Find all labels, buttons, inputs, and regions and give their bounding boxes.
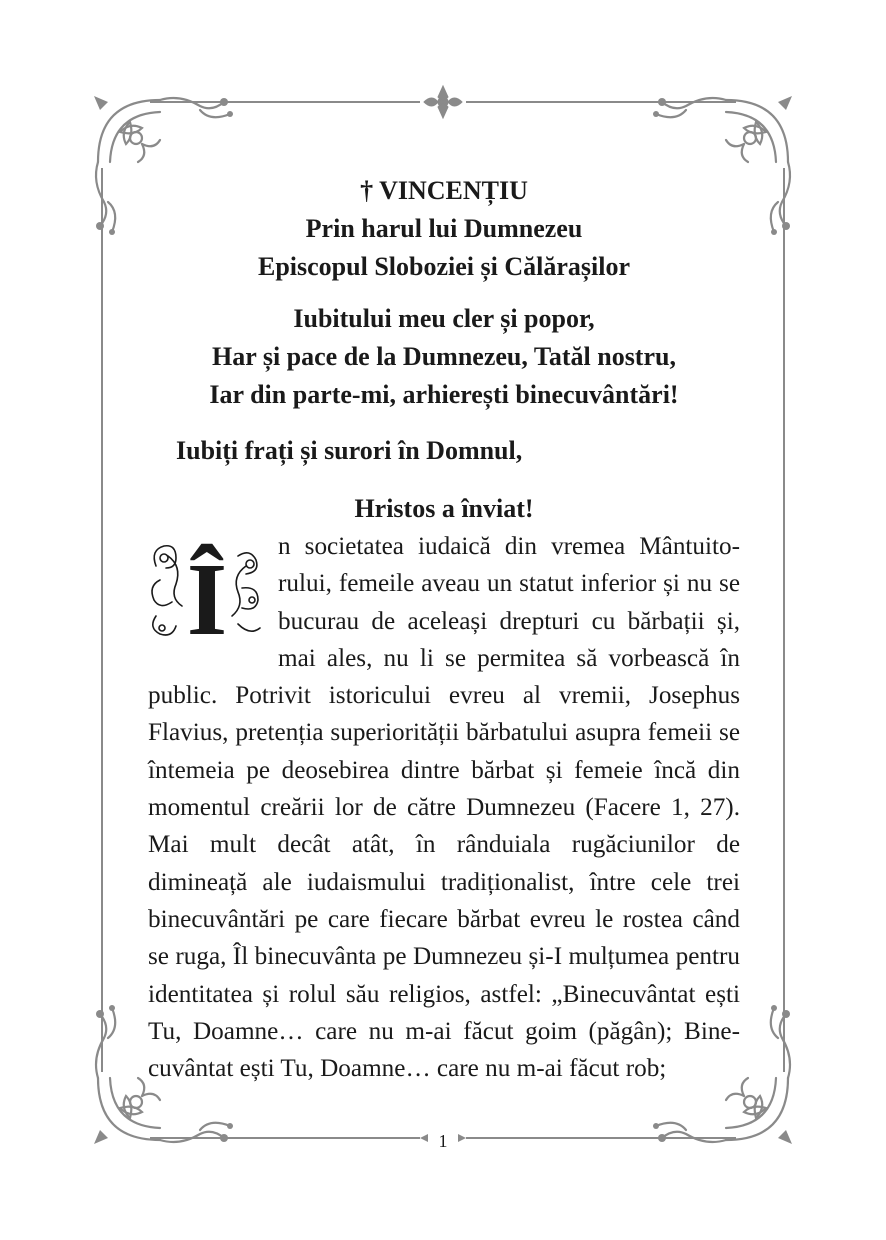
dropcap-initial (146, 536, 268, 644)
header-line-2: Prin harul lui Dumnezeu (305, 214, 583, 243)
header-line-3: Episcopul Sloboziei și Călărașilor (258, 252, 630, 281)
page-content (148, 172, 740, 1087)
header-line-1: † VINCENȚIU (360, 176, 528, 205)
greeting-block (148, 300, 740, 414)
greeting-line-1: Iubitului meu cler și popor, (293, 304, 595, 333)
dropcap-letter: Î (186, 542, 228, 644)
body-text: n societatea iudaică din vremea Mântuitorului, femeile aveau un statut inferior și nu se bucurau de aceleași drepturi cu bărbații și, mai ales, nu li se permitea să vorbească în public. Potrivit istoricului evreu al vremii, Josephus Flavius, pretenția superiorității bărbatului asupra femeii se întemeia pe deosebirea dintre bărbat și femeie încă din momentul creării lor de către Dumnezeu (Facere 1, 27). Mai mult decât atât, în rânduiala rugăciunilor de dimineață ale iudaismului tradiționalist, între cele trei binecuvântări pe care fiecare bărbat evreu le rostea când se ruga, Îl binecuvânta pe Dumnezeu și-I mulțumea pentru identitatea și rolul său religios, astfel: „Binecuvântat ești Tu, Doamne… care nu m-ai făcut goim (păgân); Binecuvântat ești Tu, Doamne… care nu m-ai făcut rob; (148, 533, 740, 1083)
greeting-line-2: Har și pace de la Dumnezeu, Tatăl nostru, (212, 342, 676, 371)
body-paragraph (148, 528, 740, 1087)
page-number: 1 (438, 1131, 448, 1151)
letter-header (148, 172, 740, 286)
greeting-line-3: Iar din parte-mi, arhierești binecuvântări! (209, 380, 679, 409)
easter-greeting: Hristos a înviat! (354, 494, 534, 523)
salutation: Iubiți frați și surori în Domnul, (176, 436, 523, 465)
top-center-ornament (424, 86, 462, 118)
